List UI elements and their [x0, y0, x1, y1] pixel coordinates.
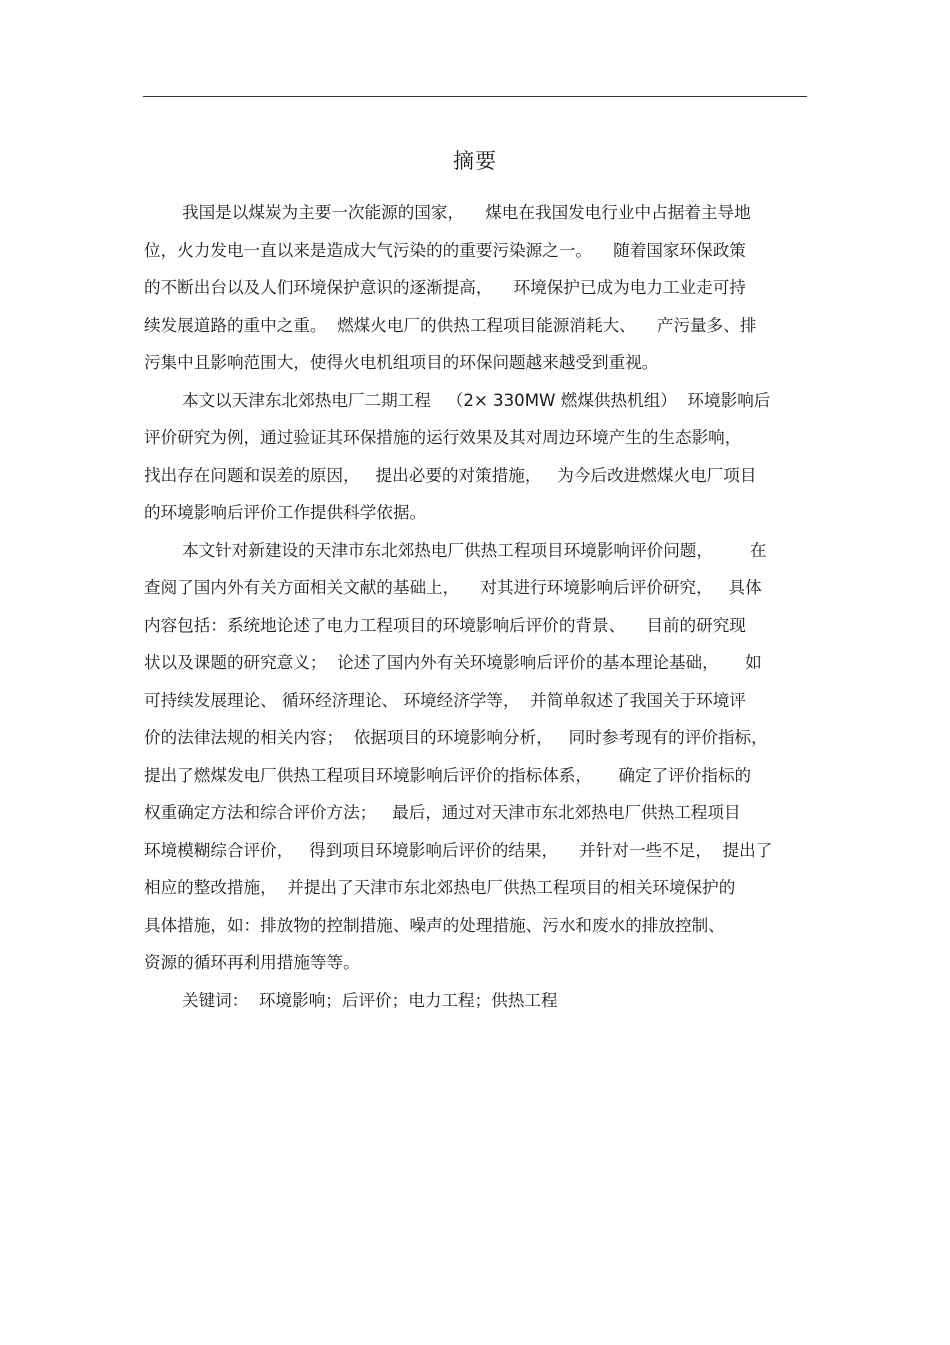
header-rule [143, 96, 807, 97]
paragraph-line: 的环境影响后评价工作提供科学依据。 [144, 503, 427, 522]
paragraph-line: 查阅了国内外有关方面相关文献的基础上， 对其进行环境影响后评价研究， 具体 [144, 578, 762, 597]
paragraph-line: 可持续发展理论、 循环经济理论、 环境经济学等， 并简单叙述了我国关于环境评 [144, 690, 746, 710]
paragraph-line: 的不断出台以及人们环境保护意识的逐渐提高， 环境保护已成为电力工业走可持 [144, 278, 746, 297]
paragraph-line: 我国是以煤炭为主要一次能源的国家， 煤电在我国发电行业中占据着主导地 [182, 203, 751, 222]
abstract-body [144, 194, 808, 1019]
paragraph-line: 续发展道路的重中之重。 燃煤火电厂的供热工程项目能源消耗大、 产污量多、排 [144, 315, 757, 335]
paragraph-line: 价的法律法规的相关内容； 依据项目的环境影响分析， 同时参考现有的评价指标， [144, 728, 768, 747]
paragraph-line: 本文以天津东北郊热电厂二期工程 （2× 330MW 燃煤供热机组） 环境影响后 [182, 390, 771, 410]
paragraph-1 [144, 194, 808, 382]
paragraph-3 [144, 532, 808, 982]
paragraph-line: 状以及课题的研究意义； 论述了国内外有关环境影响后评价的基本理论基础， 如 [144, 653, 762, 672]
paragraph-line: 环境模糊综合评价， 得到项目环境影响后评价的结果， 并针对一些不足， 提出了 [144, 840, 773, 860]
paragraph-line: 相应的整改措施， 并提出了天津市东北郊热电厂供热工程项目的相关环境保护的 [144, 878, 736, 897]
paragraph-line: 位，火力发电一直以来是造成大气污染的的重要污染源之一。 随着国家环保政策 [144, 240, 746, 260]
paragraph-line: 找出存在问题和误差的原因， 提出必要的对策措施， 为今后改进燃煤火电厂项目 [144, 465, 757, 485]
paragraph-2 [144, 382, 808, 532]
paragraph-line: 具体措施，如：排放物的控制措施、噪声的处理措施、污水和废水的排放控制、 [144, 915, 725, 935]
paragraph-line: 评价研究为例，通过验证其环保措施的运行效果及其对周边环境产生的生态影响， [144, 428, 742, 447]
paragraph-line: 提出了燃煤发电厂供热工程项目环境影响后评价的指标体系， 确定了评价指标的 [144, 765, 752, 785]
paragraph-line: 内容包括：系统地论述了电力工程项目的环境影响后评价的背景、 目前的研究现 [144, 615, 746, 635]
paragraph-line: 污集中且影响范围大，使得火电机组项目的环保问题越来越受到重视。 [144, 353, 659, 372]
paragraph-line: 本文针对新建设的天津市东北郊热电厂供热工程项目环境影响评价问题， 在 [182, 540, 767, 560]
abstract-title: 摘要 [453, 149, 497, 173]
keywords-line: 关键词： 环境影响；后评价；电力工程；供热工程 [182, 990, 558, 1010]
paragraph-line: 资源的循环再利用措施等等。 [144, 953, 360, 972]
paragraph-line: 权重确定方法和综合评价方法； 最后，通过对天津市东北郊热电厂供热工程项目 [144, 803, 741, 822]
